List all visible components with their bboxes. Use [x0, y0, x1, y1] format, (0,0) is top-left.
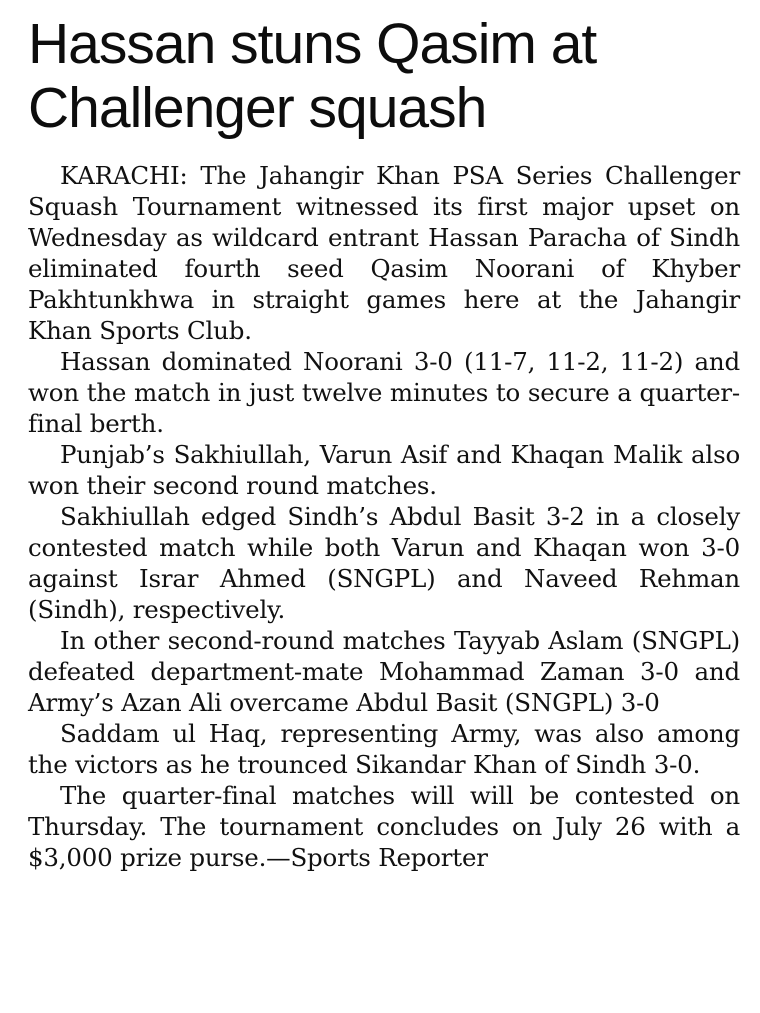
- article-paragraph: Hassan dominated Noorani 3-0 (11-7, 11-2, 11-2) and won the match in just twelve minutes to secure a quarter-final berth.: [28, 347, 740, 438]
- article-paragraph: The quarter-final matches will will be contested on Thursday. The tournament concludes on July 26 with a $3,000 prize purse.—Sports Reporter: [28, 781, 740, 872]
- article-paragraph: Saddam ul Haq, representing Army, was also among the victors as he trounced Sikandar Khan of Sindh 3-0.: [28, 719, 740, 779]
- article-body: [28, 160, 740, 873]
- article-paragraph: Sakhiullah edged Sindh’s Abdul Basit 3-2 in a closely contested match while both Varun and Khaqan won 3-0 against Israr Ahmed (SNGPL) and Naveed Rehman (Sindh), respectively.: [28, 502, 740, 624]
- headline: Hassan stuns Qasim at Challenger squash: [28, 12, 597, 140]
- article-paragraph: KARACHI: The Jahangir Khan PSA Series Challenger Squash Tournament witnessed its first major upset on Wednesday as wildcard entrant Hassan Paracha of Sindh eliminated fourth seed Qasim Noorani of Khyber Pakhtunkhwa in straight games here at the Jahangir Khan Sports Club.: [28, 161, 740, 345]
- news-article: [28, 12, 740, 873]
- article-paragraph: In other second-round matches Tayyab Aslam (SNGPL) defeated department-mate Mohammad Zaman 3-0 and Army’s Azan Ali overcame Abdul Basit (SNGPL) 3-0: [28, 626, 740, 717]
- article-paragraph: Punjab’s Sakhiullah, Varun Asif and Khaqan Malik also won their second round matches.: [28, 440, 740, 500]
